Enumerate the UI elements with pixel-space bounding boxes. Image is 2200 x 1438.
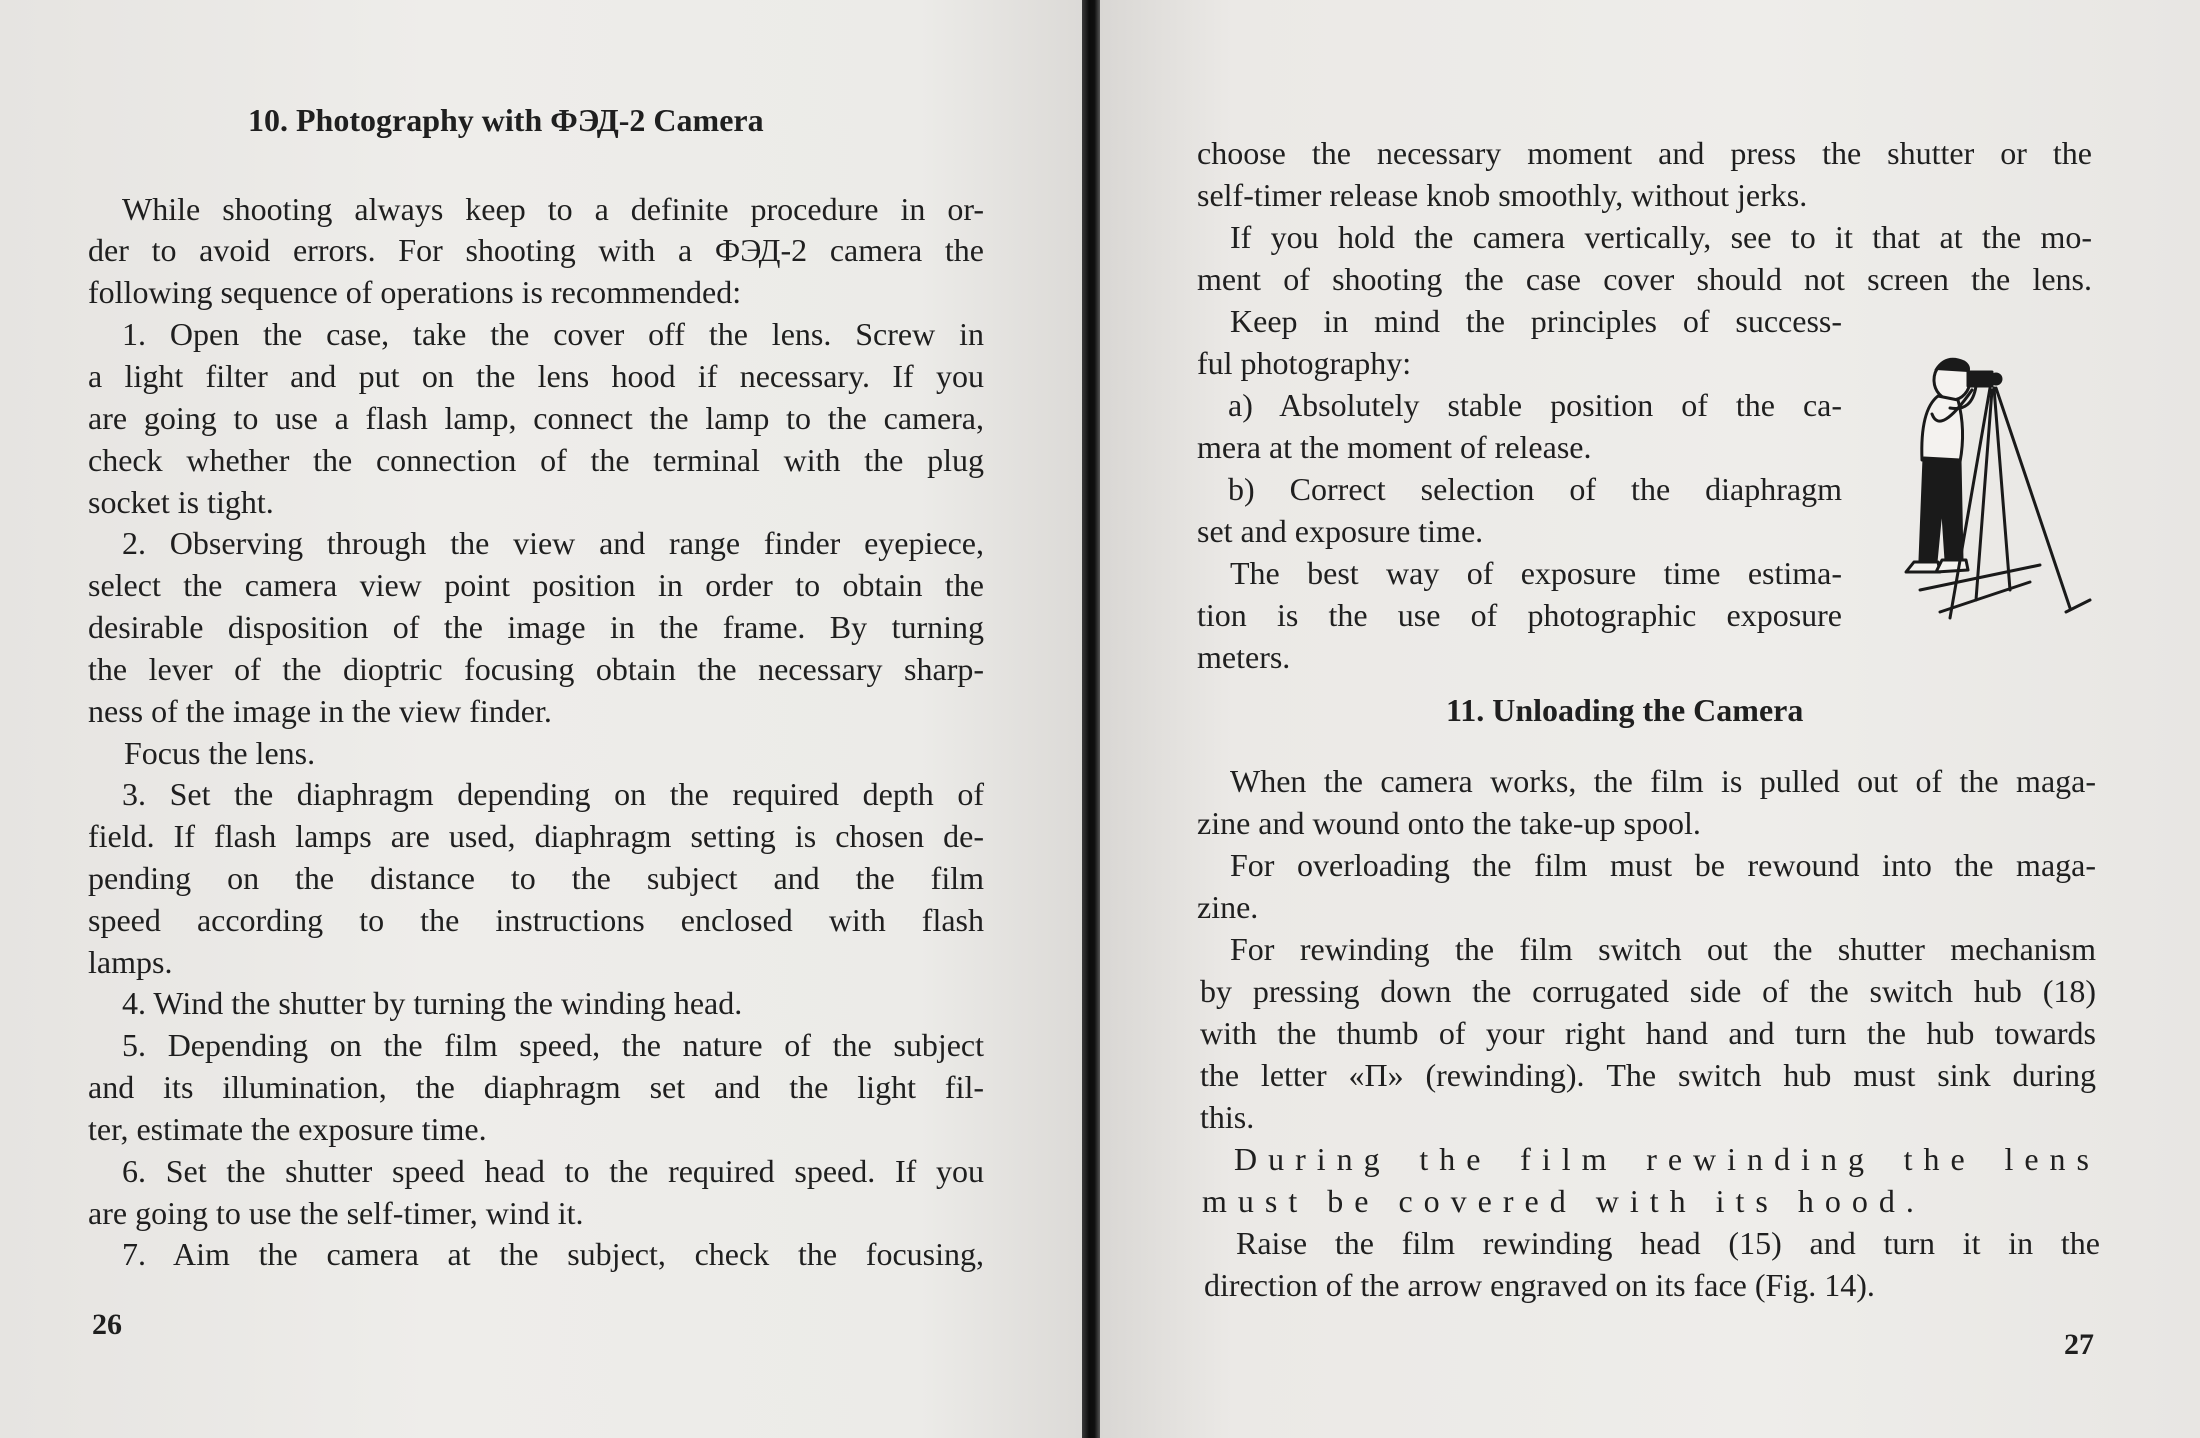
text-line: are going to use the self-timer, wind it. bbox=[88, 1195, 584, 1231]
photographer-tripod-illustration bbox=[1880, 350, 2095, 660]
text-line: with the thumb of your right hand and turn the hub towards bbox=[1200, 1015, 2096, 1051]
section-heading-10: 10. Photography with ФЭД-2 Camera bbox=[248, 102, 764, 138]
text-line: desirable disposition of the image in the frame. By turning bbox=[88, 609, 984, 645]
text-line: ful photography: bbox=[1197, 345, 1412, 381]
page-number-left: 26 bbox=[92, 1308, 122, 1341]
text-line: a light filter and put on the lens hood if necessary. If you bbox=[88, 358, 984, 394]
text-line: choose the necessary moment and press the shutter or the bbox=[1197, 135, 2092, 171]
text-line: 4. Wind the shutter by turning the winding head. bbox=[122, 985, 743, 1021]
text-line: ter, estimate the exposure time. bbox=[88, 1111, 487, 1147]
text-line: 6. Set the shutter speed head to the required speed. If you bbox=[122, 1153, 984, 1189]
text-line: speed according to the instructions enclosed with flash bbox=[88, 902, 984, 938]
page-number-right: 27 bbox=[2064, 1328, 2094, 1361]
text-line: direction of the arrow engraved on its face (Fig. 14). bbox=[1204, 1267, 1875, 1303]
text-line: 1. Open the case, take the cover off the lens. Screw in bbox=[122, 316, 984, 352]
text-line: zine and wound onto the take-up spool. bbox=[1197, 805, 1701, 841]
text-line: this. bbox=[1200, 1099, 1255, 1135]
text-line: If you hold the camera vertically, see to it that at the mo- bbox=[1230, 219, 2092, 255]
text-line: While shooting always keep to a definite procedure in or- bbox=[122, 191, 984, 227]
text-line: Focus the lens. bbox=[124, 735, 316, 771]
text-line: When the camera works, the film is pulled out of the maga- bbox=[1230, 763, 2096, 799]
text-line: field. If flash lamps are used, diaphragm setting is chosen de- bbox=[88, 818, 984, 854]
text-line: ness of the image in the view finder. bbox=[88, 693, 552, 729]
text-line: set and exposure time. bbox=[1197, 513, 1484, 549]
section-heading-11: 11. Unloading the Camera bbox=[1446, 692, 1804, 728]
text-line: lamps. bbox=[88, 944, 173, 980]
text-line: by pressing down the corrugated side of the switch hub (18) bbox=[1200, 973, 2096, 1009]
text-line: tion is the use of photographic exposure bbox=[1197, 597, 1842, 633]
text-line: and its illumination, the diaphragm set and the light fil- bbox=[88, 1069, 984, 1105]
text-line: Keep in mind the principles of success- bbox=[1230, 303, 1842, 339]
text-line: der to avoid errors. For shooting with a ФЭД-2 camera the bbox=[88, 232, 984, 268]
text-line: pending on the distance to the subject and the film bbox=[88, 860, 984, 896]
text-line: 5. Depending on the film speed, the nature of the subject bbox=[122, 1027, 984, 1063]
text-line: zine. bbox=[1197, 889, 1259, 925]
text-line: 7. Aim the camera at the subject, check the focusing, bbox=[122, 1236, 984, 1272]
text-line: socket is tight. bbox=[88, 484, 274, 520]
text-line: ment of shooting the case cover should not screen the lens. bbox=[1197, 261, 2092, 297]
text-line: following sequence of operations is recommended: bbox=[88, 274, 742, 310]
text-line: b) Correct selection of the diaphragm bbox=[1228, 471, 1842, 507]
text-line: 2. Observing through the view and range finder eyepiece, bbox=[122, 525, 984, 561]
text-line: 3. Set the diaphragm depending on the required depth of bbox=[122, 776, 984, 812]
text-line: a) Absolutely stable position of the ca- bbox=[1228, 387, 1842, 423]
text-line: the lever of the dioptric focusing obtain the necessary sharp- bbox=[88, 651, 984, 687]
text-line: select the camera view point position in order to obtain the bbox=[88, 567, 984, 603]
text-line: the letter «П» (rewinding). The switch hub must sink during bbox=[1200, 1057, 2096, 1093]
text-line: check whether the connection of the terminal with the plug bbox=[88, 442, 984, 478]
text-line: mera at the moment of release. bbox=[1197, 429, 1592, 465]
text-line: self-timer release knob smoothly, without jerks. bbox=[1197, 177, 1808, 213]
text-line: For rewinding the film switch out the shutter mechanism bbox=[1230, 931, 2096, 967]
text-line-spaced: During the film rewinding the lens bbox=[1234, 1141, 2100, 1177]
text-line: Raise the film rewinding head (15) and turn it in the bbox=[1236, 1225, 2100, 1261]
text-line: meters. bbox=[1197, 639, 1291, 675]
text-line: The best way of exposure time estima- bbox=[1230, 555, 1842, 591]
text-line-spaced: must be covered with its hood. bbox=[1202, 1183, 1925, 1219]
text-line: For overloading the film must be rewound into the maga- bbox=[1230, 847, 2096, 883]
book-spine bbox=[1082, 0, 1100, 1438]
text-line: are going to use a flash lamp, connect the lamp to the camera, bbox=[88, 400, 984, 436]
